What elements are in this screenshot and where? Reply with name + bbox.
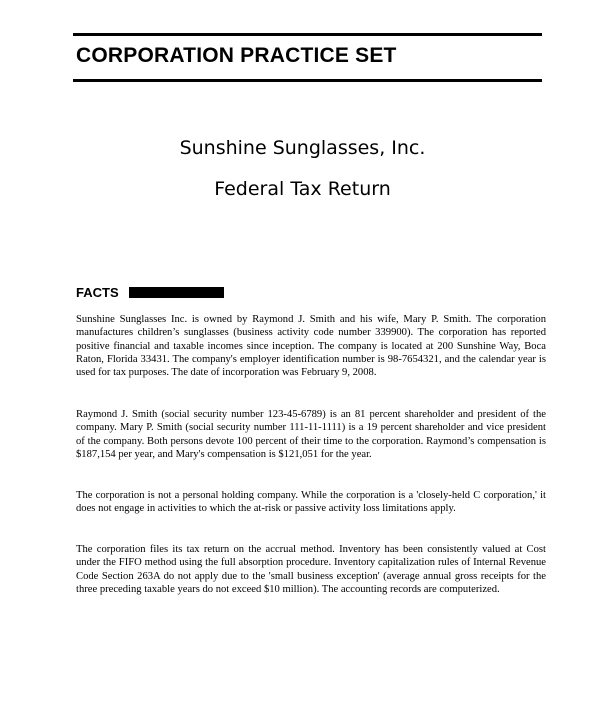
facts-heading-row bbox=[76, 285, 224, 300]
facts-paragraph-accounting: The corporation files its tax return on the accrual method. Inventory has been consistently valued at Cost under the FIFO method using the full absorption procedure. Inventory capitalization rules of Internal Revenue Code Section 263A do not apply due to the 'small business exception' (average annual gross receipts for the three preceding taxable years do not exceed $10 million). The accounting records are computerized. bbox=[76, 544, 546, 595]
header-title: CORPORATION PRACTICE SET bbox=[76, 44, 397, 67]
company-name: Sunshine Sunglasses, Inc. bbox=[179, 137, 426, 159]
facts-heading-bar bbox=[129, 287, 224, 298]
facts-heading: FACTS bbox=[76, 285, 119, 300]
facts-paragraph-corporation-type: The corporation is not a personal holding company. While the corporation is a 'closely-held C corporation,' it does not engage in activities to which the at-risk or passive activity loss limitations apply. bbox=[76, 490, 546, 515]
document-subtitle: Federal Tax Return bbox=[214, 178, 391, 200]
facts-paragraph-shareholders: Raymond J. Smith (social security number 123-45-6789) is an 81 percent shareholder and president of the company. Mary P. Smith (social security number 111-11-1111) is a 19 percent shareholder and vice president of the company. Both persons devote 100 percent of their time to the corporation. Raymond’s compensation is $187,154 per year, and Mary's compensation is $121,051 for the year. bbox=[76, 409, 546, 460]
header-bottom-rule bbox=[73, 79, 542, 82]
facts-paragraph-ownership: Sunshine Sunglasses Inc. is owned by Raymond J. Smith and his wife, Mary P. Smith. The corporation manufactures children’s sunglasses (business activity code number 339900). The corporation has reported positive financial and taxable incomes since inception. The company is located at 200 Sunshine Way, Boca Raton, Florida 33431. The company's employer identification number is 98-7654321, and the calendar year is used for tax purposes. The date of incorporation was February 9, 2008. bbox=[76, 314, 546, 379]
header-top-rule bbox=[73, 33, 542, 36]
